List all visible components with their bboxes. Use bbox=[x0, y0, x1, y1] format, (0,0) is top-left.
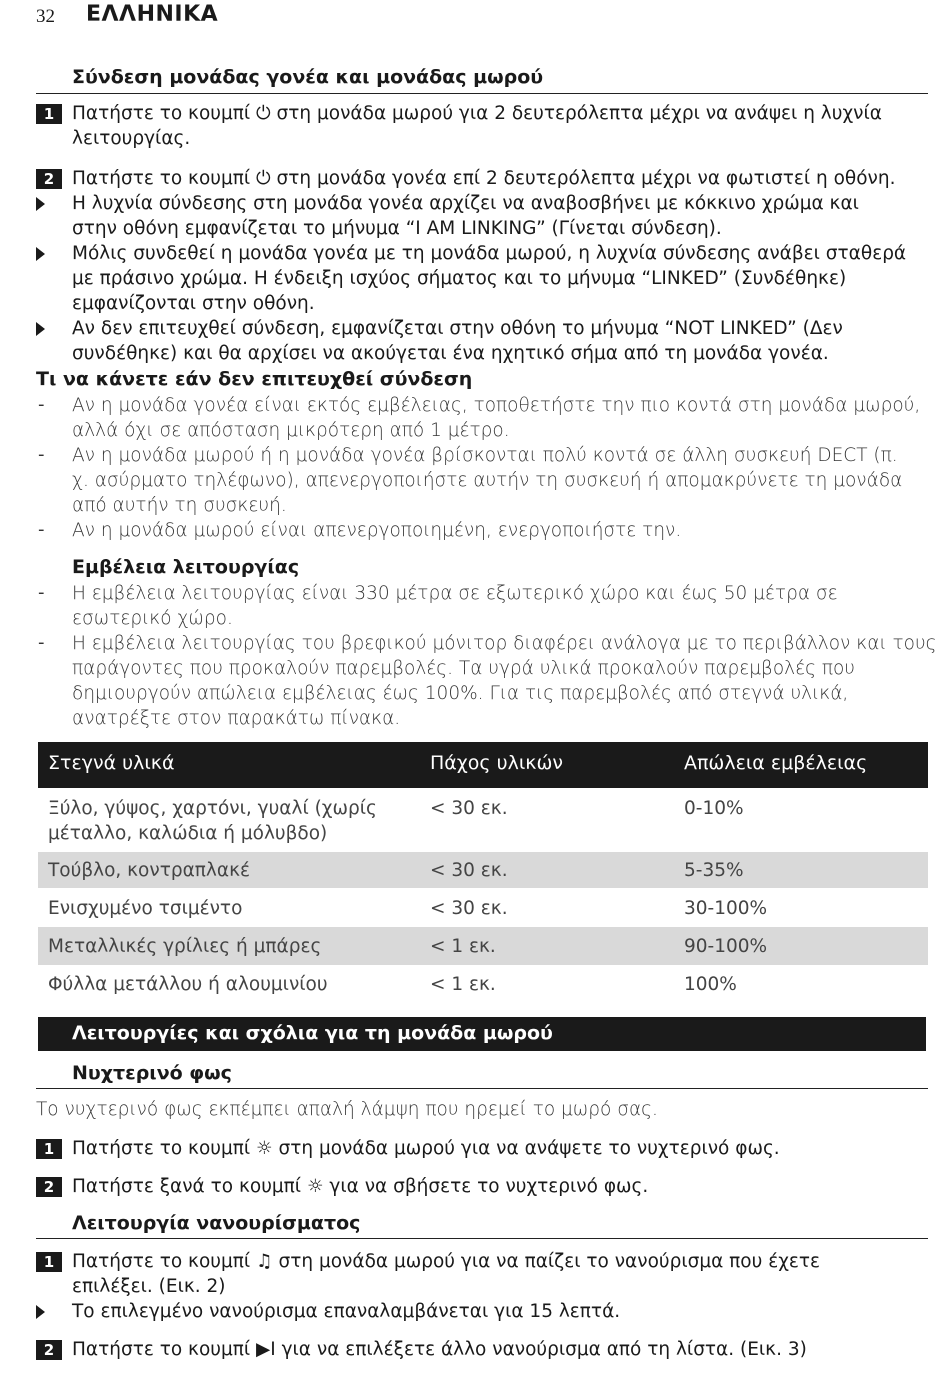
bullet-text: Αν δεν επιτευχθεί σύνδεση, εμφανίζεται στην οθόνη το μήνυμα “NOT LINKED” (Δεν συνδέθηκε) και θα αρχίσει να ακούγεται ένα ηχητικό σήμα από τη μονάδα γονέα. bbox=[72, 318, 843, 364]
table-cell: Φύλλα μετάλλου ή αλουμινίου bbox=[48, 974, 328, 995]
night-light-intro: Το νυχτερινό φως εκπέμπει απαλή λάμψη που ηρεμεί το μωρό σας. bbox=[36, 1099, 658, 1120]
table-cell: Μεταλλικές γρίλιες ή μπάρες bbox=[48, 936, 322, 957]
step-number: 2 bbox=[36, 1340, 62, 1360]
tip-text: Αν η μονάδα μωρού είναι απενεργοποιημένη, ενεργοποιήστε την. bbox=[72, 520, 682, 541]
night-light-title: Νυχτερινό φως bbox=[72, 1062, 232, 1084]
tip-text: Αν η μονάδα γονέα είναι εκτός εμβέλειας, τοποθετήστε την πιο κοντά στη μονάδα μωρού, αλλά όχι σε απόσταση μικρότερη από 1 μέτρο. bbox=[72, 395, 921, 441]
section-divider bbox=[36, 1238, 928, 1239]
step-text: Πατήστε το κουμπί ▶I για να επιλέξετε άλλο νανούρισμα από τη λίστα. (Εικ. 3) bbox=[72, 1339, 807, 1360]
step-number: 2 bbox=[36, 169, 62, 189]
dash-marker: - bbox=[38, 519, 45, 540]
dash-marker: - bbox=[38, 444, 45, 465]
table-cell: < 1 εκ. bbox=[430, 974, 496, 995]
table-cell: < 30 εκ. bbox=[430, 898, 508, 919]
section-divider bbox=[36, 93, 928, 94]
range-text: Η εμβέλεια λειτουργίας του βρεφικού μόνιτορ διαφέρει ανάλογα με το περιβάλλον και τους παράγοντες που προκαλούν παρεμβολές. Τα υγρά υλικά προκαλούν παρεμβολές που δημιουργούν απώλεια εμβέλειας έως 100%. Για τις παρεμβολές από στεγνά υλικά, ανατρέξτε στον παρακάτω πίνακα. bbox=[72, 633, 937, 729]
step-line: Πατήστε το κουμπί ⏻ στη μονάδα μωρού για 2 δευτερόλεπτα μέχρι να ανάψει η λυχνία bbox=[72, 103, 882, 124]
bullet-arrow-icon bbox=[36, 197, 45, 211]
table-cell: Τούβλο, κοντραπλακέ bbox=[48, 860, 250, 881]
dash-marker: - bbox=[38, 394, 45, 415]
bullet-arrow-icon bbox=[36, 322, 45, 336]
step-text: Πατήστε το κουμπί ☼ στη μονάδα μωρού για να ανάψετε το νυχτερινό φως. bbox=[72, 1138, 780, 1159]
tip-text: Αν η μονάδα μωρού ή η μονάδα γονέα βρίσκονται πολύ κοντά σε άλλη συσκευή DECT (π. χ. ασύρματο τηλέφωνο), απενεργοποιήστε αυτήν τη συσκευή ή απομακρύνετε τη μονάδα από αυτήν τη συσκευή. bbox=[72, 445, 903, 516]
table-header-cell: Απώλεια εμβέλειας bbox=[684, 752, 868, 774]
table-cell: Ξύλο, γύψος, χαρτόνι, γυαλί (χωρίς μέταλλο, καλώδια ή μόλυβδο) bbox=[48, 798, 377, 844]
step-number: 1 bbox=[36, 1139, 62, 1159]
bullet-arrow-icon bbox=[36, 1305, 45, 1319]
table-cell: 90-100% bbox=[684, 936, 768, 957]
step-text: Πατήστε το κουμπί ♫ στη μονάδα μωρού για να παίζει το νανούρισμα που έχετε επιλέξει. (Εικ. 2) bbox=[72, 1251, 821, 1297]
table-cell: 0-10% bbox=[684, 798, 744, 819]
table-cell: < 30 εκ. bbox=[430, 798, 508, 819]
bullet-text: Μόλις συνδεθεί η μονάδα γονέα με τη μονάδα μωρού, η λυχνία σύνδεσης ανάβει σταθερά με πράσινο χρώμα. Η ένδειξη ισχύος σήματος και το μήνυμα “LINKED” (Συνδέθηκε) εμφανίζονται στην οθόνη. bbox=[72, 243, 907, 314]
table-header-cell: Πάχος υλικών bbox=[430, 752, 563, 774]
step-text: Πατήστε ξανά το κουμπί ☼ για να σβήσετε το νυχτερινό φως. bbox=[72, 1176, 649, 1197]
step-line: λειτουργίας. bbox=[72, 128, 191, 149]
dash-marker: - bbox=[38, 582, 45, 603]
step-number: 1 bbox=[36, 104, 62, 124]
table-cell: 30-100% bbox=[684, 898, 768, 919]
table-cell: 100% bbox=[684, 974, 737, 995]
section-title-linking: Σύνδεση μονάδας γονέα και μονάδας μωρού bbox=[72, 66, 544, 88]
range-text: Η εμβέλεια λειτουργίας είναι 330 μέτρα σε εξωτερικό χώρο και έως 50 μέτρα σε εσωτερικό χώρο. bbox=[72, 583, 838, 629]
bullet-text: Το επιλεγμένο νανούρισμα επαναλαμβάνεται για 15 λεπτά. bbox=[72, 1301, 621, 1322]
page-number: 32 bbox=[36, 6, 55, 27]
bullet-text: Η λυχνία σύνδεσης στη μονάδα γονέα αρχίζει να αναβοσβήνει με κόκκινο χρώμα και στην οθόνη εμφανίζεται το μήνυμα “I AM LINKING” (Γίνεται σύνδεση). bbox=[72, 193, 859, 239]
section-divider bbox=[36, 1088, 928, 1089]
step-number: 1 bbox=[36, 1252, 62, 1272]
section-banner-title: Λειτουργίες και σχόλια για τη μονάδα μωρού bbox=[72, 1022, 553, 1044]
table-cell: < 30 εκ. bbox=[430, 860, 508, 881]
table-cell: < 1 εκ. bbox=[430, 936, 496, 957]
table-cell: Ενισχυμένο τσιμέντο bbox=[48, 898, 243, 919]
bullet-arrow-icon bbox=[36, 247, 45, 261]
language-title: ΕΛΛΗΝΙΚΑ bbox=[86, 2, 219, 27]
troubleshoot-title: Τι να κάνετε εάν δεν επιτευχθεί σύνδεση bbox=[36, 368, 473, 390]
lullaby-title: Λειτουργία νανουρίσματος bbox=[72, 1212, 361, 1234]
dash-marker: - bbox=[38, 632, 45, 653]
table-header-cell: Στεγνά υλικά bbox=[48, 752, 175, 774]
table-cell: 5-35% bbox=[684, 860, 744, 881]
step-text bbox=[72, 101, 882, 151]
range-title: Εμβέλεια λειτουργίας bbox=[72, 556, 300, 578]
step-text: Πατήστε το κουμπί ⏻ στη μονάδα γονέα επί 2 δευτερόλεπτα μέχρι να φωτιστεί η οθόνη. bbox=[72, 168, 896, 189]
step-number: 2 bbox=[36, 1177, 62, 1197]
